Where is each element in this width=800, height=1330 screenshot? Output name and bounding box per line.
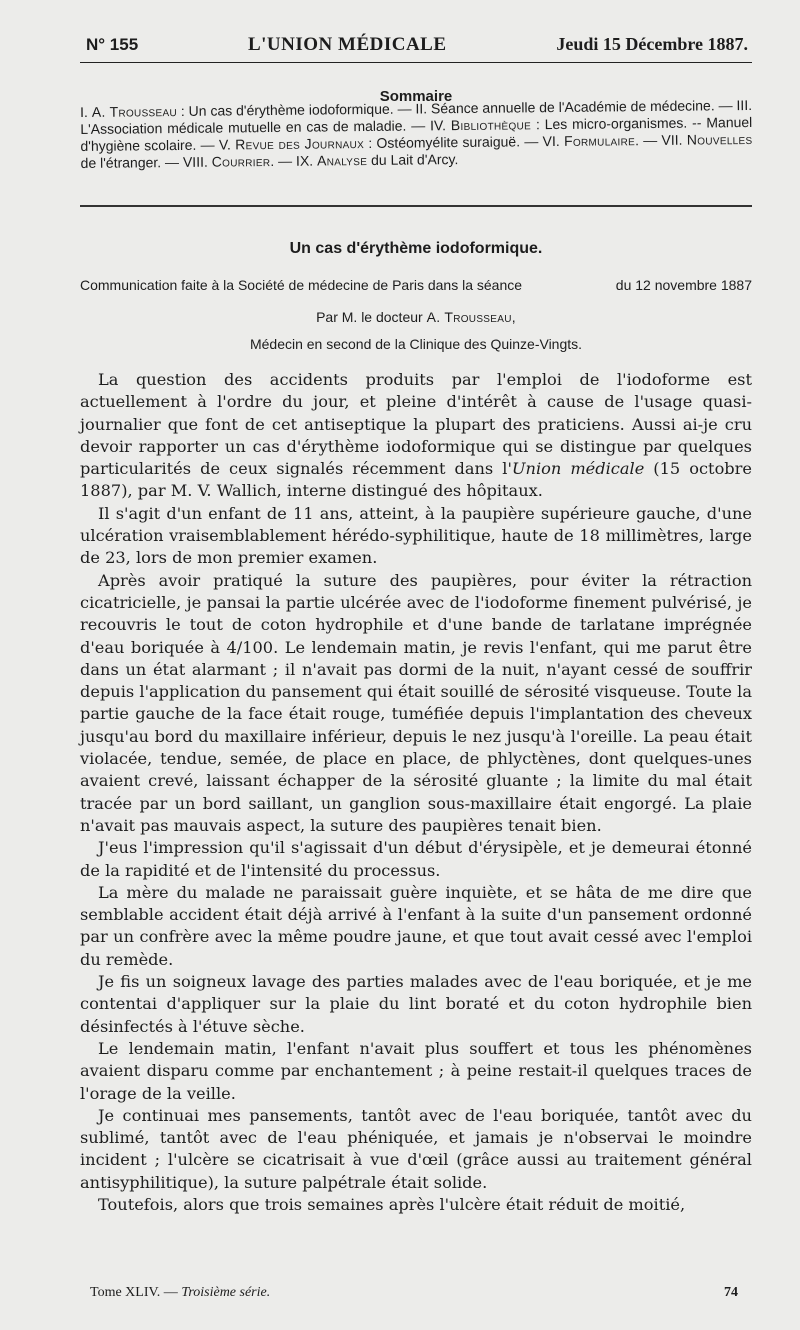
journal-title: L'UNION MÉDICALE [247,34,447,55]
paragraph: Il s'agit d'un enfant de 11 ans, atteint, à la paupière supérieure gauche, d'une ulcération vraisemblablement hérédo-syphilitique, haute de 18 millimètres, large de 23, lors de mon premier examen. [80,503,752,568]
issue-date: Jeudi 15 Décembre 1887. [556,34,748,54]
communication-line: Communication faite à la Société de médecine de Paris dans la séance du 12 novembre 1887 [80,277,752,293]
volume-info: Tome XLIV. — Troisième série. [90,1285,271,1300]
section-rule [80,205,752,207]
communication-date: du 12 novembre 1887 [615,277,752,293]
paragraph: J'eus l'impression qu'il s'agissait d'un début d'érysipèle, et je demeurai étonné de la rapidité et de l'intensité du processus. [80,838,752,880]
sommaire-item: IX. Analyse du Lait d'Arcy. [295,151,459,169]
author-line: Par M. le docteur A. Trousseau, [316,309,516,325]
sommaire-item: I. A. Trousseau : Un cas d'érythème iodoformique. — [80,100,416,120]
sommaire-item: II. Séance annuelle de l'Académie de médecine. — [415,97,737,117]
paragraph: Après avoir pratiqué la suture des paupières, pour éviter la rétraction cicatricielle, je pansai la partie ulcérée avec de l'iodoforme finement pulvérisé, je recouvris le tout de coton hydrophile et d'une bande de tarlatane imprégnée d'eau boriquée à 4/100. Le lendemain matin, je revis l'enfant, qui me parut être dans un état alarmant ; il n'avait pas dormi de la nuit, n'ayant cessé de souffrir depuis l'application du pansement qui était souillé de sérosité visqueuse. Toute la partie gauche de la face était rouge, tuméfiée depuis l'implantation des cheveux jusqu'au bord du maxillaire inférieur, depuis le nez jusqu'à l'oreille. La peau était violacée, tendue, semée, de place en place, de phlyctènes, dont quelques-unes avaient crevé, laissant échapper de la sérosité gluante ; la limite du mal était tracée par un bord saillant, un ganglion sous-maxillaire était engorgé. La plaie n'avait pas mauvais aspect, la suture des paupières tenait bien. [80,570,752,835]
paragraph: Toutefois, alors que trois semaines après l'ulcère était réduit de moitié, [98,1194,686,1214]
sommaire-title: Sommaire [379,88,453,105]
article-title: Un cas d'érythème iodoformique. [289,240,543,257]
page-footer [90,1285,752,1301]
page-number: 74 [724,1285,738,1300]
header-rule [80,62,752,63]
sommaire-item: IV. Bibliothèque : Les micro-organismes. -- Manuel d'hygiène scolaire. — [80,113,753,154]
author-name: A. Trousseau, [426,309,516,325]
sommaire-item: III. L'Association médicale mutuelle en cas de maladie. — [80,96,753,137]
sommaire-list [80,97,753,172]
paragraph: Je fis un soigneux lavage des parties malades avec de l'eau boriquée, et je me contentai d'appliquer sur la plaie du lint boraté et du coton hydrophile bien désinfectés à l'étuve sèche. [80,972,752,1036]
article-body [80,369,752,1216]
sommaire-item: VII. Nouvelles de l'étranger. — [80,130,753,171]
sommaire-item: V. Revue des Journaux : Ostéomyélite suraiguë. — [218,133,543,153]
paragraph: La question des accidents produits par l'emploi de l'iodoforme est actuellement à l'ordre du jour, et pleine d'intérêt à cause de l'usage quasi-journalier que font de cet antiseptique la plupart des praticiens. Aussi ai-je cru devoir rapporter un cas d'érythème iodoformique qui se distingue par quelques particularités de ceux signalés récemment dans l'Union médicale (15 octobre 1887), par M. V. Wallich, interne distingué des hôpitaux. [80,370,752,501]
sommaire-item: VIII. Courrier. — [182,152,297,170]
paragraph: Le lendemain matin, l'enfant n'avait plus souffert et tous les phénomènes avaient disparu comme par enchantement ; à peine restait-il quelques traces de l'orage de la veille. [80,1038,752,1103]
issue-number: N° 155 [86,35,139,54]
paragraph: Je continuai mes pansements, tantôt avec de l'eau boriquée, tantôt avec du sublimé, tantôt avec de l'eau phéniquée, et jamais je n'observai le moindre incident ; l'ulcère se cicatrisait à vue d'œil (grâce aussi au traitement général antisyphilitique), la suture palpétrale était solide. [80,1105,752,1192]
sommaire-item: VI. Formulaire. — [542,131,662,150]
journal-reference: Union médicale [511,459,645,479]
running-head [86,34,748,56]
author-role: Médecin en second de la Clinique des Quinze-Vingts. [249,336,583,352]
paragraph: La mère du malade ne paraissait guère inquiète, et se hâta de me dire que semblable accident était déjà arrivé à l'enfant à la suite d'un pansement ordonné par un confrère avec la même poudre jaune, et que tout avait cessé avec l'emploi du remède. [80,882,752,969]
